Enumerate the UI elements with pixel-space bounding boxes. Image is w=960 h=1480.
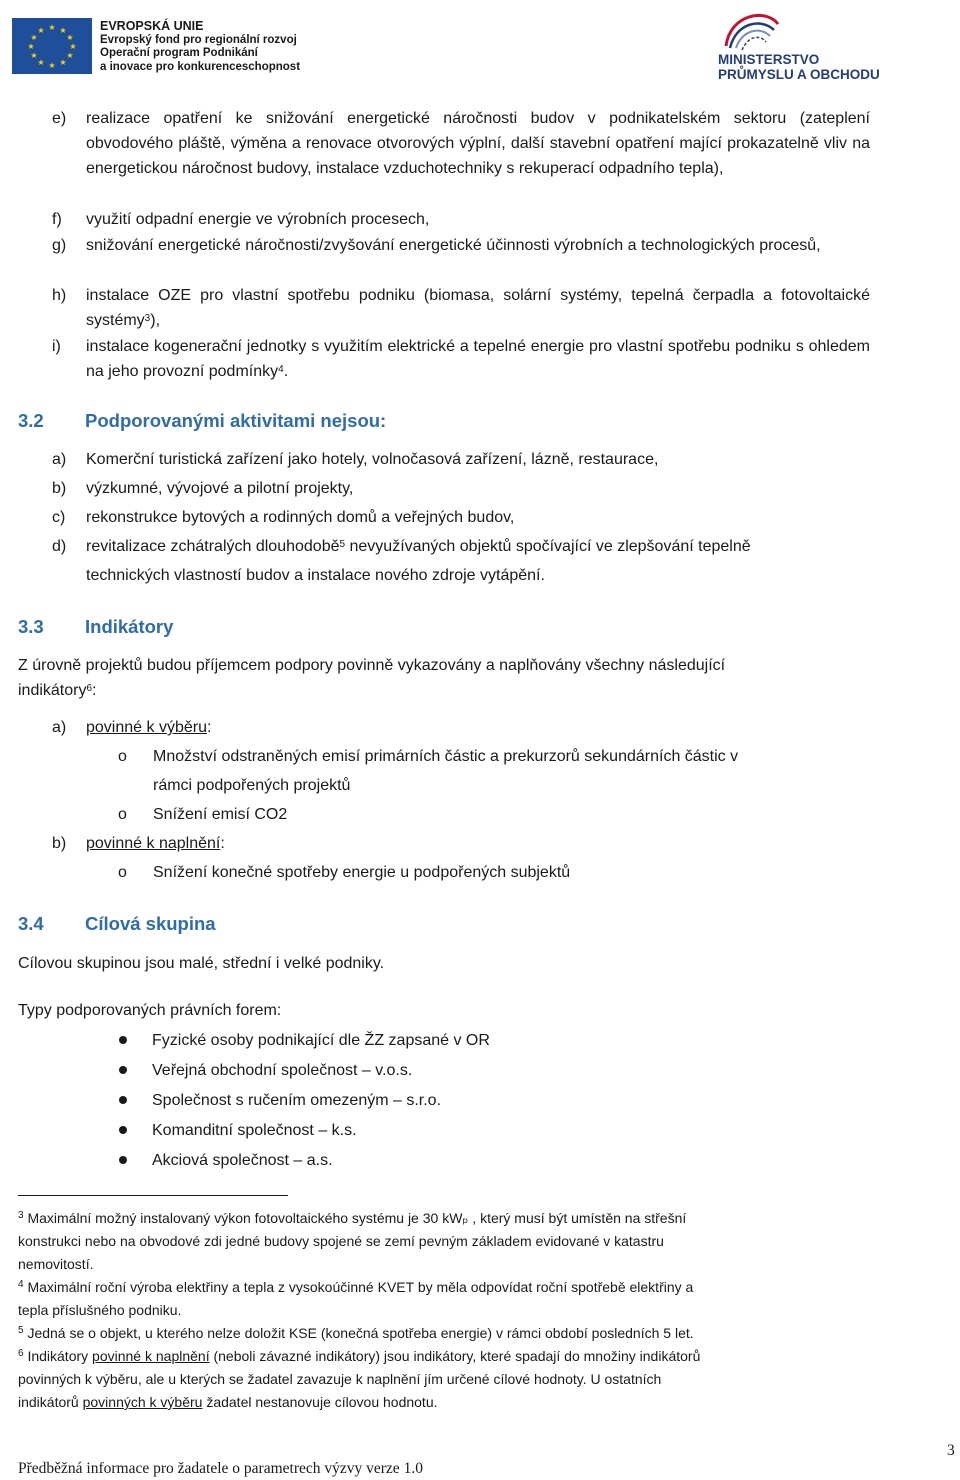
list-item: Komanditní společnost – k.s. bbox=[152, 1122, 357, 1139]
list-item-text: instalace OZE pro vlastní spotřebu podniku (biomasa, solární systémy, tepelná čerpadla a fotovoltaické systémy$^3$), bbox=[86, 287, 870, 329]
bullet-dot-icon bbox=[119, 1036, 127, 1044]
indicator-item: Snížení emisí CO2 bbox=[153, 806, 288, 823]
list-item-text: výzkumné, vývojové a pilotní projekty, bbox=[86, 480, 354, 497]
svg-text:★: ★ bbox=[48, 23, 56, 32]
list-item-text-continued: technických vlastností budov a instalace nového zdroje vytápění. bbox=[86, 567, 545, 584]
bullet-dot-icon bbox=[119, 1066, 127, 1074]
list-item-text: snižování energetické náročnosti/zvyšování energetické účinnosti výrobních a technologických procesů, bbox=[86, 237, 821, 254]
list-item: Fyzické osoby podnikající dle ŽZ zapsané v OR bbox=[152, 1032, 490, 1049]
svg-text:★: ★ bbox=[30, 51, 38, 60]
group-a-label: a) bbox=[52, 719, 67, 736]
bullet-dot-icon bbox=[119, 1126, 127, 1134]
indicators-intro-line2: indikátory$^6$: bbox=[18, 682, 97, 699]
list-item: Společnost s ručením omezeným – s.r.o. bbox=[152, 1092, 442, 1109]
indicators-intro-line1: Z úrovně projektů budou příjemcem podpory povinně vykazovány a naplňovány všechny následující bbox=[18, 657, 726, 674]
list-item-text: využití odpadní energie ve výrobních procesech, bbox=[86, 211, 430, 228]
eu-flag-logo bbox=[12, 18, 92, 74]
section-heading-3-3: 3.3 Indikátory bbox=[18, 616, 174, 637]
svg-text:★: ★ bbox=[69, 42, 77, 51]
section-heading-3-4: 3.4 Cílová skupina bbox=[18, 913, 216, 934]
svg-text:★: ★ bbox=[59, 58, 67, 67]
list-item-text: Komerční turistická zařízení jako hotely, volnočasová zařízení, lázně, restaurace, bbox=[86, 451, 659, 468]
list-item-label: d) bbox=[52, 538, 67, 555]
list-item-label: b) bbox=[52, 480, 67, 497]
list-item-text: instalace kogenerační jednotky s využitím elektrické a tepelné energie pro vlastní spotřebu podniku s ohledem na jeho provozní podmínky$^4$. bbox=[86, 338, 870, 380]
group-b-label: b) bbox=[52, 835, 67, 852]
mpo-emblem-logo bbox=[712, 6, 792, 52]
svg-text:★: ★ bbox=[27, 42, 35, 51]
list-item-label: e) bbox=[52, 110, 67, 127]
list-item-label: c) bbox=[52, 509, 66, 526]
svg-text:★: ★ bbox=[59, 26, 67, 35]
target-group-text: Cílovou skupinou jsou malé, střední i velké podniky. bbox=[18, 955, 385, 972]
group-a-title: povinné k výběru: bbox=[86, 719, 212, 736]
sub-bullet-marker: o bbox=[118, 748, 127, 765]
list-item: Akciová společnost – a.s. bbox=[152, 1152, 333, 1169]
group-b-title: povinné k naplnění: bbox=[86, 835, 225, 852]
section-heading-3-2: 3.2 Podporovanými aktivitami nejsou: bbox=[18, 410, 387, 431]
list-item-text: revitalizace zchátralých dlouhodobě$^5$ nevyužívaných objektů spočívající ve zlepšování tepelně bbox=[86, 538, 751, 555]
bullet-dot-icon bbox=[119, 1156, 127, 1164]
indicator-item: Množství odstraněných emisí primárních částic a prekurzorů sekundárních částic v bbox=[153, 748, 739, 765]
svg-text:★: ★ bbox=[37, 58, 45, 67]
svg-text:★: ★ bbox=[48, 61, 56, 70]
legal-forms-title: Typy podporovaných právních forem: bbox=[18, 1002, 282, 1019]
list-item: Veřejná obchodní společnost – v.o.s. bbox=[152, 1062, 413, 1079]
page-footer: Předběžná informace pro žadatele o parametrech výzvy verze 1.0 bbox=[18, 1460, 423, 1477]
mpo-logo-text: MINISTERSTVO PRŮMYSLU A OBCHODU bbox=[718, 52, 880, 82]
svg-text:★: ★ bbox=[30, 33, 38, 42]
list-item-label: f) bbox=[52, 211, 62, 228]
svg-text:★: ★ bbox=[66, 33, 74, 42]
list-item-label: g) bbox=[52, 237, 67, 254]
eu-logo-text: EVROPSKÁ UNIE Evropský fond pro regionální rozvoj Operační program Podnikání a inovace pro konkurenceschopnost bbox=[100, 19, 301, 73]
sub-bullet-marker: o bbox=[118, 864, 127, 881]
list-item-label: h) bbox=[52, 287, 67, 304]
list-item-label: i) bbox=[52, 338, 61, 355]
sub-bullet-marker: o bbox=[118, 806, 127, 823]
indicator-item-continued: rámci podpořených projektů bbox=[153, 777, 351, 794]
list-item-text: realizace opatření ke snižování energetické náročnosti budov v podnikatelském sektoru (zateplení obvodového pláště, výměna a renovace otvorových výplní, další stavební opatření mající prokazatelně vliv na energetickou náročnost budovy, instalace vzduchotechniky s rekuperací odpadního tepla), bbox=[86, 110, 870, 177]
svg-text:★: ★ bbox=[37, 26, 45, 35]
bullet-dot-icon bbox=[119, 1096, 127, 1104]
indicator-item: Snížení konečné spotřeby energie u podpořených subjektů bbox=[153, 864, 571, 881]
footnote-separator bbox=[18, 1195, 288, 1196]
svg-text:★: ★ bbox=[66, 51, 74, 60]
list-item-label: a) bbox=[52, 451, 67, 468]
page-number: 3 bbox=[947, 1442, 955, 1459]
list-item-text: rekonstrukce bytových a rodinných domů a veřejných budov, bbox=[86, 509, 515, 526]
